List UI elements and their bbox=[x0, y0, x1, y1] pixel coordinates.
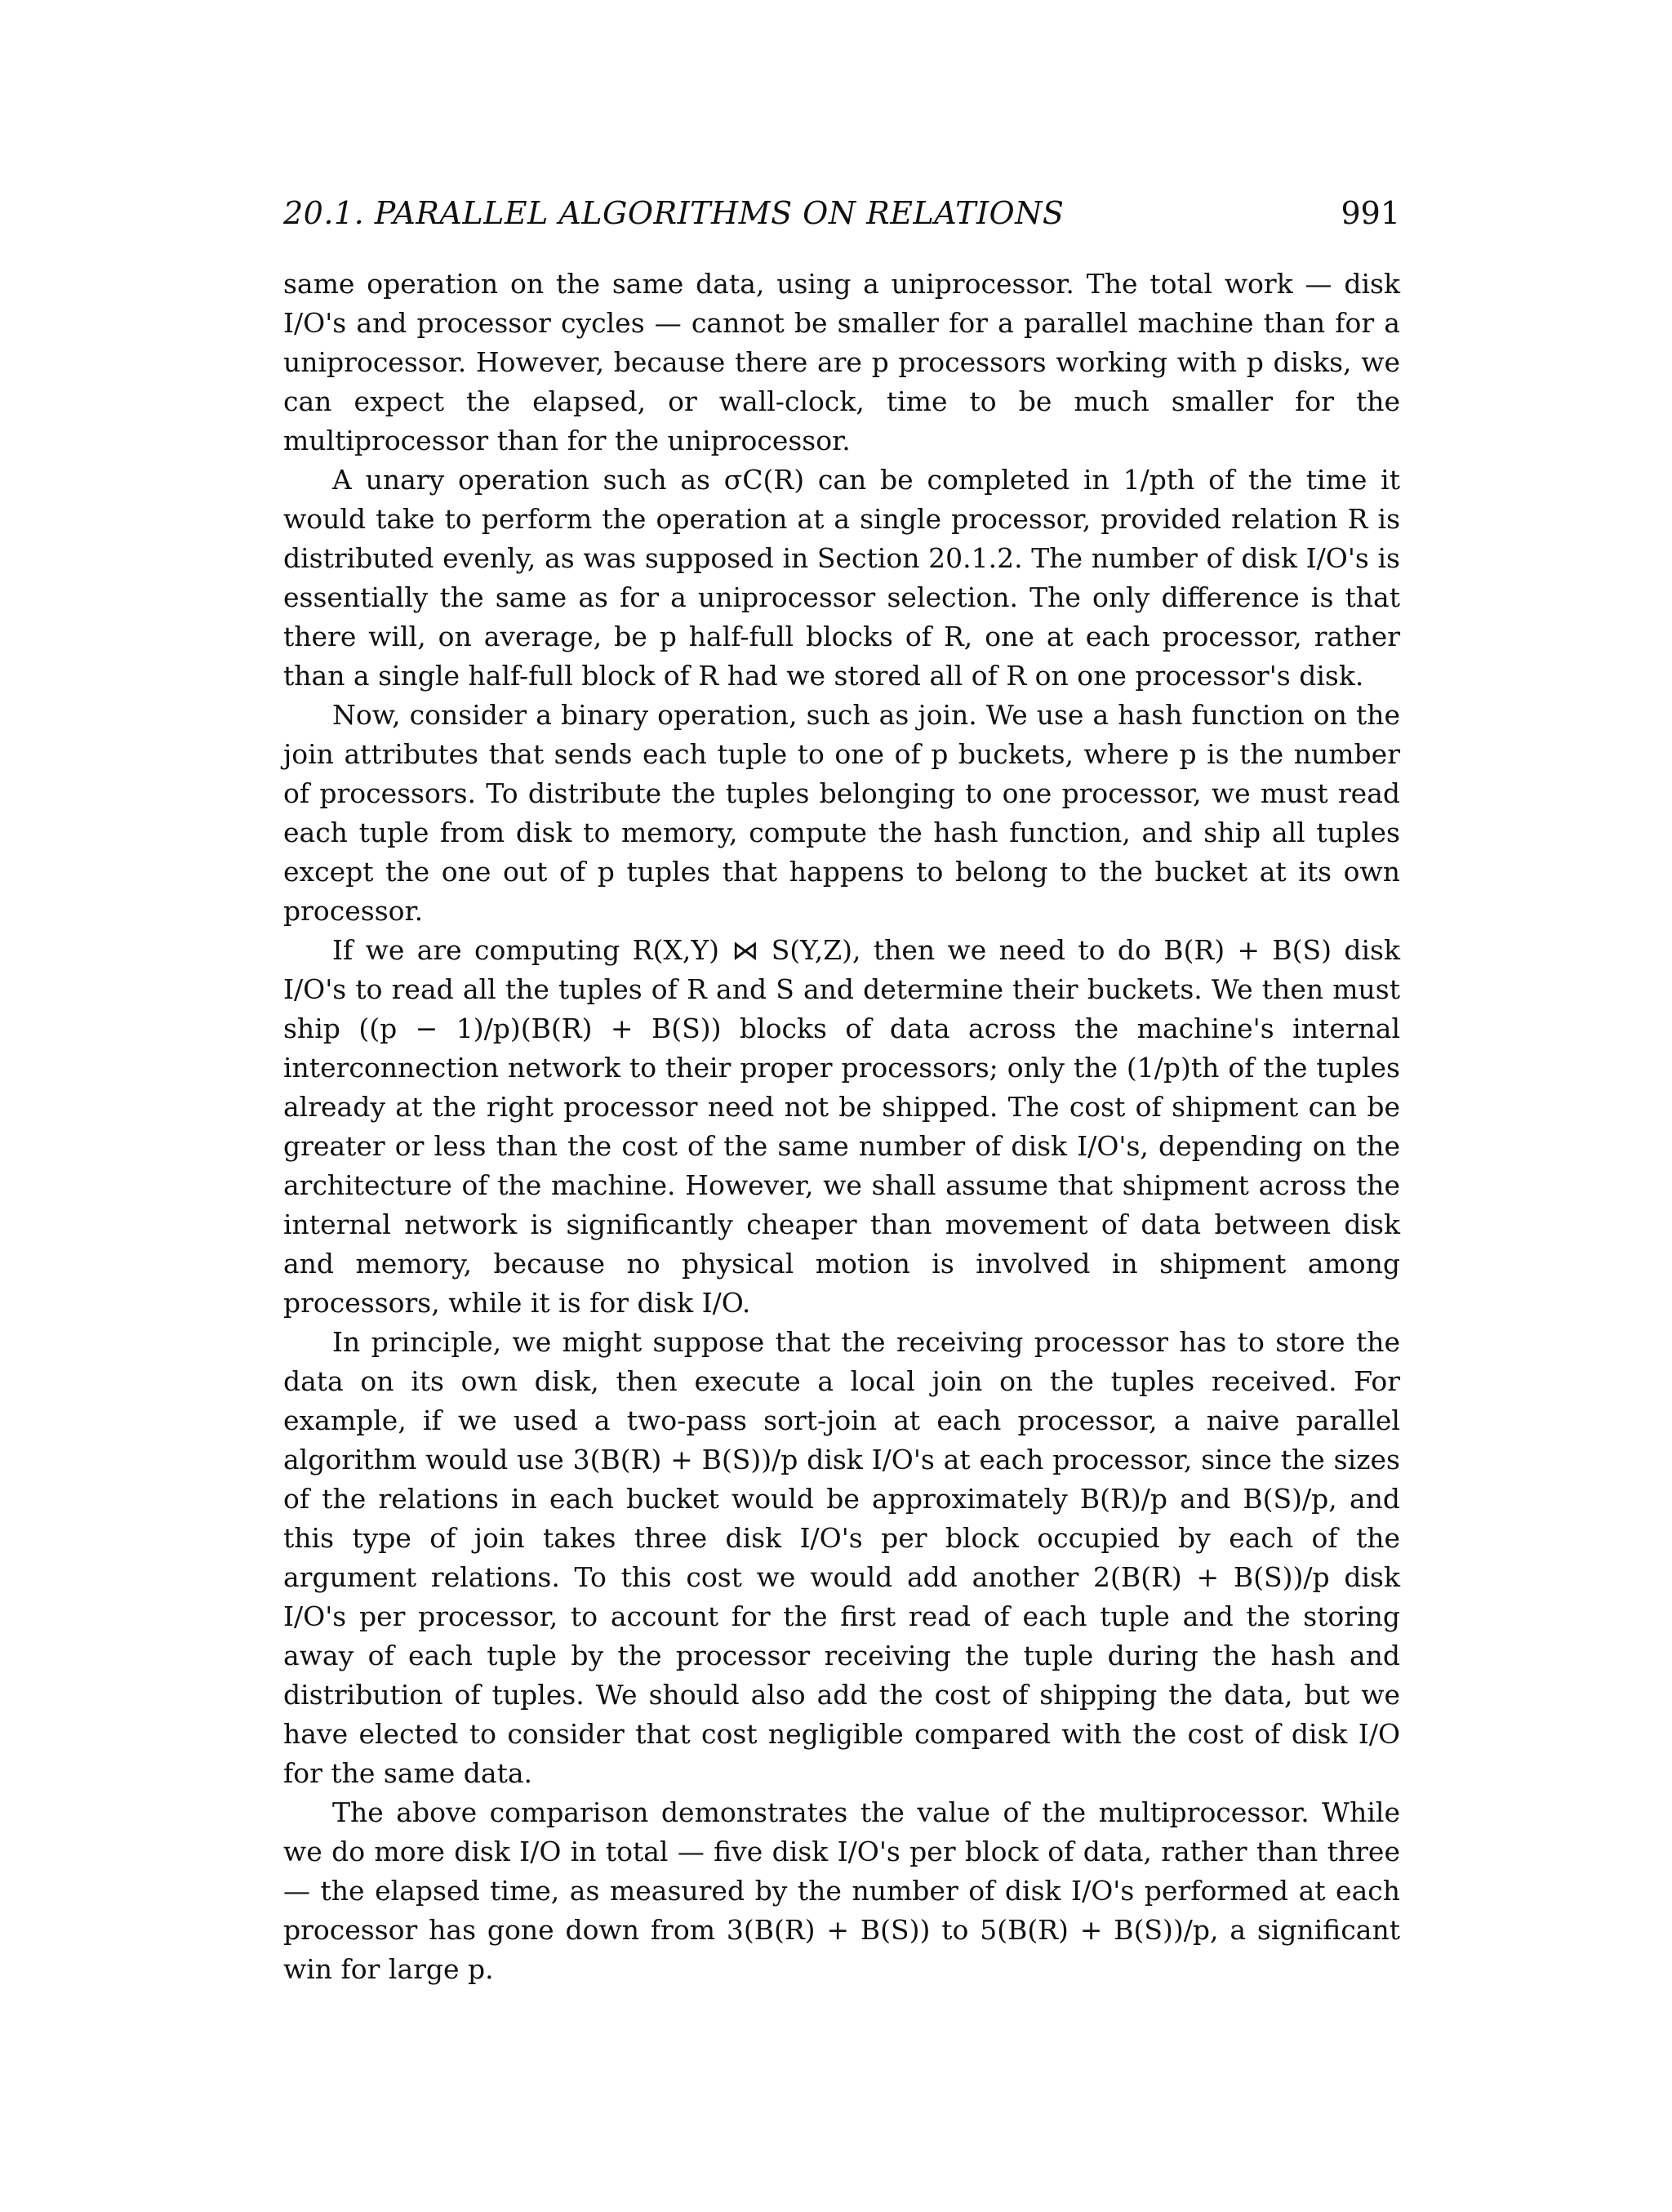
body-text bbox=[283, 265, 1400, 1989]
paragraph-4: If we are computing R(X,Y) ⋈ S(Y,Z), then we need to do B(R) + B(S) disk I/O's to read all the tuples of R and S and determine their buckets. We then must ship ((p − 1)/p)(B(R) + B(S)) blocks of data across the machine's internal interconnection network to their proper processors; only the (1/p)th of the tuples already at the right processor need not be shipped. The cost of shipment can be greater or less than the cost of the same number of disk I/O's, depending on the architecture of the machine. However, we shall assume that shipment across the internal network is significantly cheaper than movement of data between disk and memory, because no physical motion is involved in shipment among processors, while it is for disk I/O. bbox=[283, 934, 1400, 1319]
paragraph-6: The above comparison demonstrates the value of the multiprocessor. While we do more disk I/O in total — five disk I/O's per block of data, rather than three — the elapsed time, as measured by the number of disk I/O's performed at each processor has gone down from 3(B(R) + B(S)) to 5(B(R) + B(S))/p, a significant win for large p. bbox=[283, 1796, 1400, 1985]
running-header bbox=[283, 193, 1400, 234]
paragraph-2: A unary operation such as σC(R) can be completed in 1/pth of the time it would take to perform the operation at a single processor, provided relation R is distributed evenly, as was supposed in Section 20.1.2. The number of disk I/O's is essentially the same as for a uniprocessor selection. The only difference is that there will, on average, be p half-full blocks of R, one at each processor, rather than a single half-full block of R had we stored all of R on one processor's disk. bbox=[283, 464, 1400, 692]
page-number: 991 bbox=[1341, 195, 1400, 231]
section-title: 20.1. PARALLEL ALGORITHMS ON RELATIONS bbox=[283, 195, 1065, 231]
paragraph-3: Now, consider a binary operation, such as join. We use a hash function on the join attributes that sends each tuple to one of p buckets, where p is the number of processors. To distribute the tuples belonging to one processor, we must read each tuple from disk to memory, compute the hash function, and ship all tuples except the one out of p tuples that happens to belong to the bucket at its own processor. bbox=[283, 699, 1400, 927]
paragraph-1: same operation on the same data, using a uniprocessor. The total work — disk I/O's and processor cycles — cannot be smaller for a parallel machine than for a uniprocessor. However, because there are p processors working with p disks, we can expect the elapsed, or wall-clock, time to be much smaller for the multiprocessor than for the uniprocessor. bbox=[283, 268, 1400, 456]
paragraph-5: In principle, we might suppose that the receiving processor has to store the data on its own disk, then execute a local join on the tuples received. For example, if we used a two-pass sort-join at each processor, a naive parallel algorithm would use 3(B(R) + B(S))/p disk I/O's at each processor, since the sizes of the relations in each bucket would be approximately B(R)/p and B(S)/p, and this type of join takes three disk I/O's per block occupied by each of the argument relations. To this cost we would add another 2(B(R) + B(S))/p disk I/O's per processor, to account for the first read of each tuple and the storing away of each tuple by the processor receiving the tuple during the hash and distribution of tuples. We should also add the cost of shipping the data, but we have elected to consider that cost negligible compared with the cost of disk I/O for the same data. bbox=[283, 1326, 1400, 1789]
book-page bbox=[283, 193, 1400, 1989]
